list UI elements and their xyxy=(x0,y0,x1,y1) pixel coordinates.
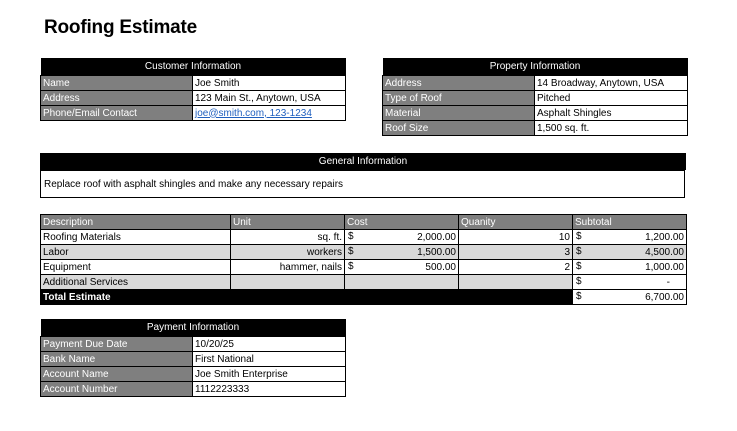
row-quantity[interactable]: 10 xyxy=(459,230,573,245)
property-info-header: Property Information xyxy=(383,58,688,76)
col-header-cost: Cost xyxy=(345,215,459,230)
customer-contact-cell[interactable] xyxy=(193,106,346,121)
cost-dollar-sign: $ xyxy=(348,246,354,257)
row-unit[interactable] xyxy=(231,275,345,290)
payment-due-date-label: Payment Due Date xyxy=(41,337,193,352)
cost-dollar-sign: $ xyxy=(348,261,354,272)
row-cost[interactable] xyxy=(345,260,459,275)
col-header-description: Description xyxy=(41,215,231,230)
customer-name-label: Name xyxy=(41,76,193,91)
bank-name-value[interactable]: First National xyxy=(193,352,346,367)
row-subtotal[interactable] xyxy=(573,260,687,275)
row-unit[interactable]: hammer, nails xyxy=(231,260,345,275)
row-description[interactable]: Roofing Materials xyxy=(41,230,231,245)
estimate-header-row xyxy=(41,215,687,230)
cost-value: 1,500.00 xyxy=(417,246,456,258)
subtotal-value: 1,200.00 xyxy=(645,231,684,243)
col-header-unit: Unit xyxy=(231,215,345,230)
row-description[interactable]: Additional Services xyxy=(41,275,231,290)
estimate-table xyxy=(40,214,687,305)
account-name-value[interactable]: Joe Smith Enterprise xyxy=(193,367,346,382)
subtotal-dollar-sign: $ xyxy=(576,261,582,272)
row-description[interactable]: Equipment xyxy=(41,260,231,275)
total-value-cell xyxy=(573,290,687,305)
customer-address-value[interactable]: 123 Main St., Anytown, USA xyxy=(193,91,346,106)
material-label: Material xyxy=(383,106,535,121)
roof-size-value[interactable]: 1,500 sq. ft. xyxy=(535,121,688,136)
row-subtotal[interactable] xyxy=(573,230,687,245)
customer-address-label: Address xyxy=(41,91,193,106)
row-subtotal[interactable] xyxy=(573,275,687,290)
payment-due-date-value[interactable]: 10/20/25 xyxy=(193,337,346,352)
customer-contact-link[interactable]: joe@smith.com, 123-1234 xyxy=(195,107,312,119)
row-cost[interactable] xyxy=(345,245,459,260)
bank-name-label: Bank Name xyxy=(41,352,193,367)
roof-size-label: Roof Size xyxy=(383,121,535,136)
total-row xyxy=(41,290,687,305)
row-quantity[interactable]: 2 xyxy=(459,260,573,275)
page-title: Roofing Estimate xyxy=(44,17,198,38)
row-cost[interactable] xyxy=(345,275,459,290)
general-info-header-table xyxy=(40,153,686,170)
roof-type-value[interactable]: Pitched xyxy=(535,91,688,106)
account-number-label: Account Number xyxy=(41,382,193,397)
table-row xyxy=(41,260,687,275)
roof-type-label: Type of Roof xyxy=(383,91,535,106)
row-unit[interactable]: sq. ft. xyxy=(231,230,345,245)
total-label: Total Estimate xyxy=(41,290,573,305)
general-info-box[interactable] xyxy=(40,170,685,198)
row-quantity[interactable] xyxy=(459,275,573,290)
customer-name-value[interactable]: Joe Smith xyxy=(193,76,346,91)
subtotal-value: 1,000.00 xyxy=(645,261,684,273)
subtotal-value: - xyxy=(666,276,670,288)
subtotal-dollar-sign: $ xyxy=(576,276,582,287)
subtotal-dollar-sign: $ xyxy=(576,231,582,242)
property-address-value[interactable]: 14 Broadway, Anytown, USA xyxy=(535,76,688,91)
material-value[interactable]: Asphalt Shingles xyxy=(535,106,688,121)
subtotal-dollar-sign: $ xyxy=(576,246,582,257)
table-row xyxy=(41,245,687,260)
col-header-subtotal: Subtotal xyxy=(573,215,687,230)
general-info-text: Replace roof with asphalt shingles and make any necessary repairs xyxy=(44,179,344,190)
cost-value: 500.00 xyxy=(425,261,456,273)
row-unit[interactable]: workers xyxy=(231,245,345,260)
general-info-header: General Information xyxy=(40,153,686,170)
row-subtotal[interactable] xyxy=(573,245,687,260)
total-value: 6,700.00 xyxy=(645,291,684,303)
row-description[interactable]: Labor xyxy=(41,245,231,260)
total-dollar-sign: $ xyxy=(576,291,582,302)
customer-contact-label: Phone/Email Contact xyxy=(41,106,193,121)
subtotal-value: 4,500.00 xyxy=(645,246,684,258)
customer-info-header: Customer Information xyxy=(41,58,346,76)
cost-value: 2,000.00 xyxy=(417,231,456,243)
table-row xyxy=(41,230,687,245)
table-row xyxy=(41,275,687,290)
property-address-label: Address xyxy=(383,76,535,91)
customer-info-table xyxy=(40,58,346,121)
property-info-table xyxy=(382,58,688,136)
account-number-value[interactable]: 1112223333 xyxy=(193,382,346,397)
col-header-quantity: Quanity xyxy=(459,215,573,230)
row-cost[interactable] xyxy=(345,230,459,245)
payment-info-header: Payment Information xyxy=(41,319,346,337)
payment-info-table xyxy=(40,319,346,397)
row-quantity[interactable]: 3 xyxy=(459,245,573,260)
account-name-label: Account Name xyxy=(41,367,193,382)
cost-dollar-sign: $ xyxy=(348,231,354,242)
